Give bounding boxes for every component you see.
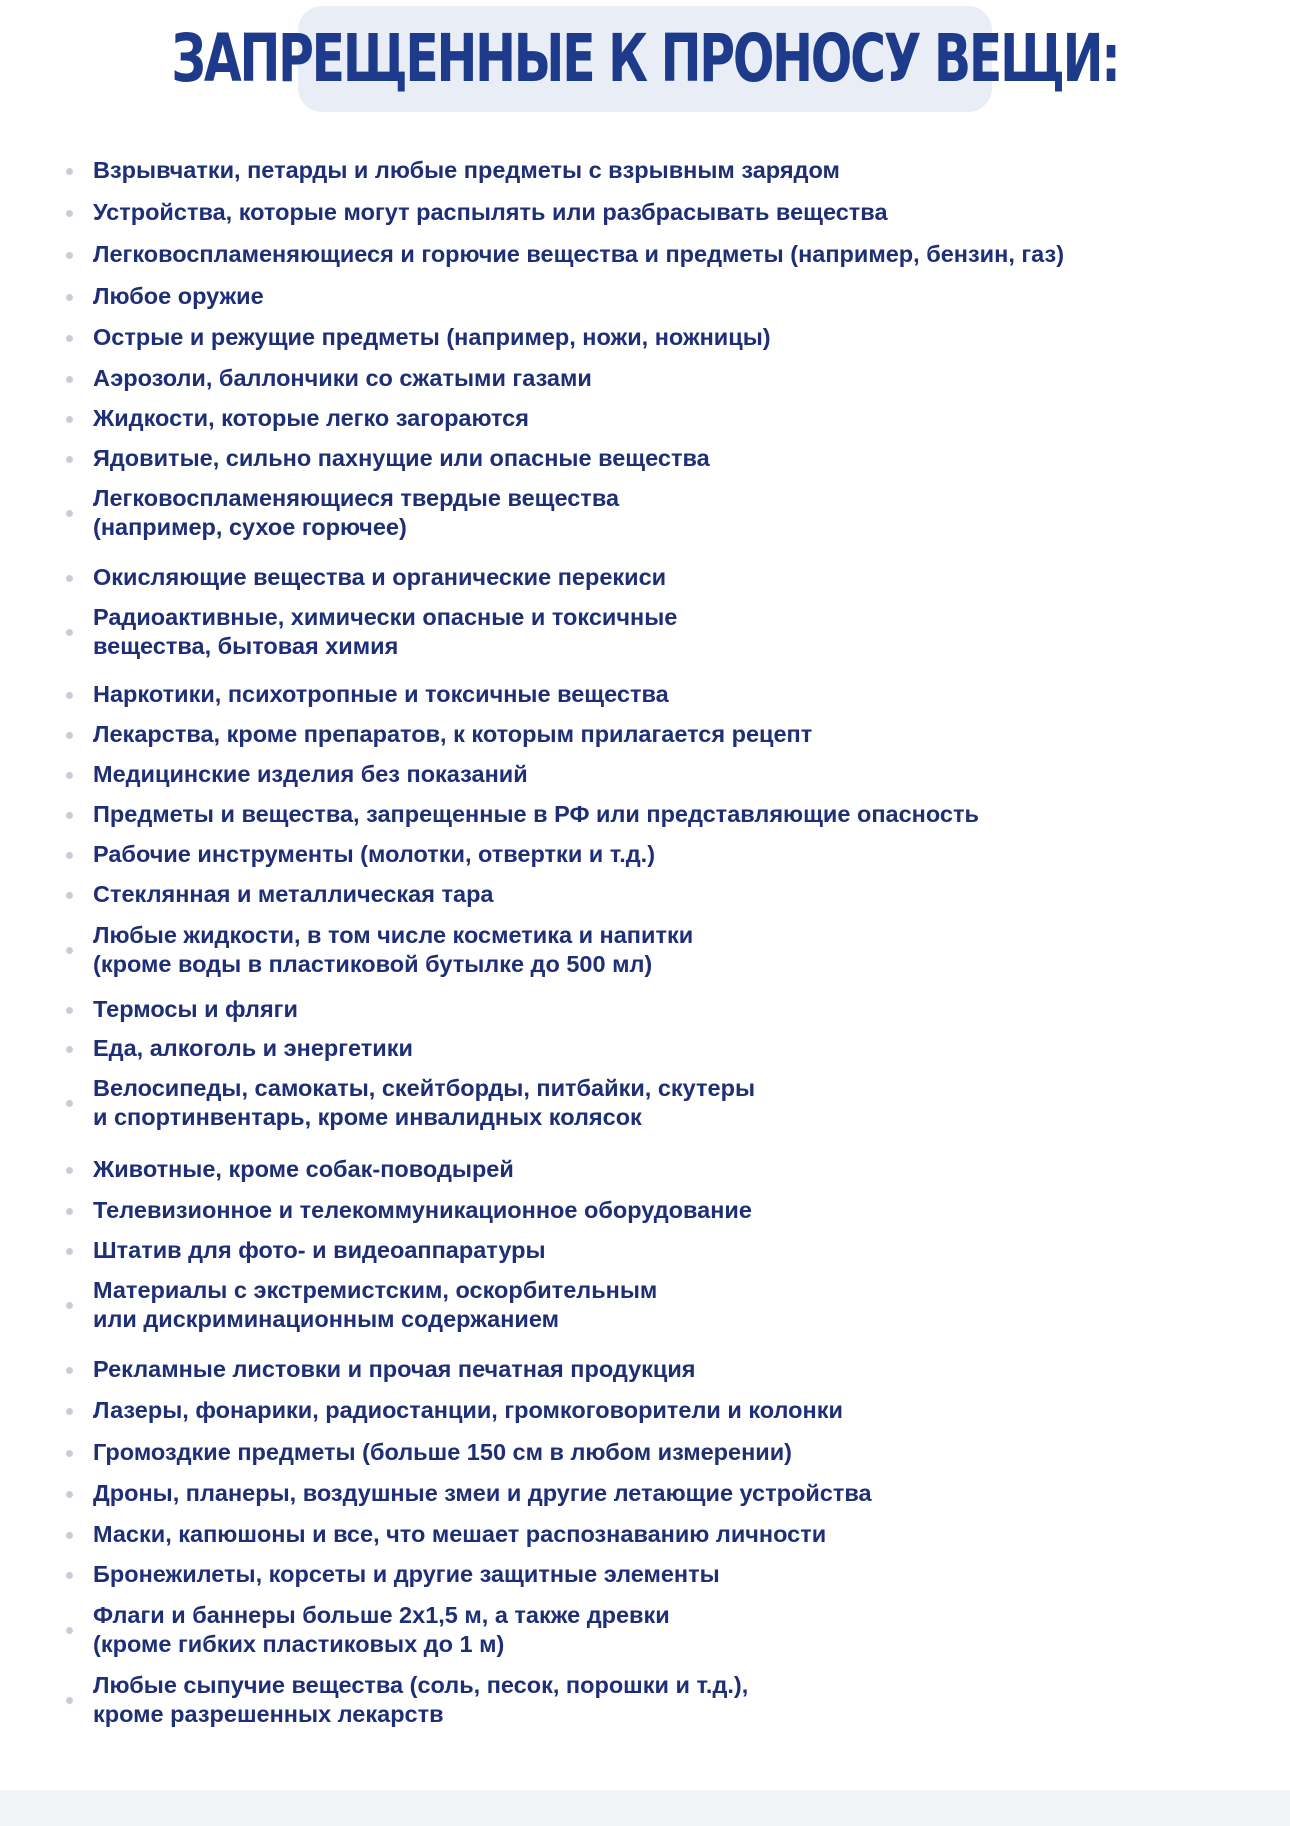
list-item-line: Аэрозоли, баллончики со сжатыми газами: [93, 365, 592, 391]
list-item-text: [93, 563, 1193, 592]
bullet-icon: [66, 1491, 73, 1498]
list-item-line: Стеклянная и металлическая тара: [93, 881, 494, 907]
list-item-text: [93, 995, 1193, 1024]
list-item-text: [93, 1196, 1193, 1225]
list-item-line: Любое оружие: [93, 283, 264, 309]
bullet-icon: [66, 732, 73, 739]
list-item-line: (кроме воды в пластиковой бутылке до 500 мл): [93, 951, 653, 977]
list-item-line: Громоздкие предметы (больше 150 см в любом измерении): [93, 1439, 792, 1465]
bullet-icon: [66, 1302, 73, 1309]
list-item-line: кроме разрешенных лекарств: [93, 1701, 444, 1727]
list-item-line: Телевизионное и телекоммуникационное оборудование: [93, 1197, 752, 1223]
bullet-icon: [66, 1450, 73, 1457]
bullet-icon: [66, 210, 73, 217]
list-item-line: Любые сыпучие вещества (соль, песок, порошки и т.д.),: [93, 1672, 749, 1698]
list-item-line: Велосипеды, самокаты, скейтборды, питбайки, скутеры: [93, 1075, 756, 1101]
page-title: ЗАПРЕЩЕННЫЕ К ПРОНОСУ ВЕЩИ:: [171, 20, 1119, 97]
bullet-icon: [66, 1697, 73, 1704]
bullet-icon: [66, 510, 73, 517]
list-item-text: [93, 444, 1193, 473]
list-item-text: [93, 1671, 1193, 1729]
list-item-line: Взрывчатки, петарды и любые предметы с взрывным зарядом: [93, 157, 840, 183]
bullet-icon: [66, 1007, 73, 1014]
list-item-text: [93, 1479, 1193, 1508]
list-item-text: [93, 1034, 1193, 1063]
bullet-icon: [66, 376, 73, 383]
bullet-icon: [66, 629, 73, 636]
list-item-line: Устройства, которые могут распылять или разбрасывать вещества: [93, 199, 888, 225]
list-item-line: Медицинские изделия без показаний: [93, 761, 528, 787]
bullet-icon: [66, 1367, 73, 1374]
list-item-text: [93, 760, 1193, 789]
list-item-line: Бронежилеты, корсеты и другие защитные элементы: [93, 1561, 720, 1587]
list-item-text: [93, 404, 1193, 433]
bullet-icon: [66, 1572, 73, 1579]
list-item-line: или дискриминационным содержанием: [93, 1306, 560, 1332]
list-item-line: Любые жидкости, в том числе косметика и напитки: [93, 922, 694, 948]
list-item-line: (например, сухое горючее): [93, 514, 407, 540]
bullet-icon: [66, 692, 73, 699]
list-item-text: [93, 484, 1193, 542]
list-item-text: [93, 364, 1193, 393]
list-item-text: [93, 1601, 1193, 1659]
list-item-line: Предметы и вещества, запрещенные в РФ или представляющие опасность: [93, 801, 979, 827]
bullet-icon: [66, 1167, 73, 1174]
bullet-icon: [66, 294, 73, 301]
list-item-text: [93, 1355, 1193, 1384]
list-item-text: [93, 921, 1193, 979]
list-item-line: Рабочие инструменты (молотки, отвертки и т.д.): [93, 841, 656, 867]
list-item-line: Легковоспламеняющиеся и горючие вещества и предметы (например, бензин, газ): [93, 241, 1065, 267]
list-item-text: [93, 1396, 1193, 1425]
bullet-icon: [66, 335, 73, 342]
list-item-line: Жидкости, которые легко загораются: [93, 405, 529, 431]
list-item-text: [93, 720, 1193, 749]
list-item-line: Флаги и баннеры больше 2х1,5 м, а также древки: [93, 1602, 670, 1628]
bullet-icon: [66, 852, 73, 859]
list-item-line: Острые и режущие предметы (например, ножи, ножницы): [93, 324, 771, 350]
bullet-icon: [66, 1627, 73, 1634]
list-item-text: [93, 1276, 1193, 1334]
list-item-line: Ядовитые, сильно пахнущие или опасные вещества: [93, 445, 710, 471]
list-item-line: Материалы с экстремистским, оскорбительным: [93, 1277, 658, 1303]
list-item-line: Животные, кроме собак-поводырей: [93, 1156, 514, 1182]
list-item-line: Рекламные листовки и прочая печатная продукция: [93, 1356, 696, 1382]
list-item-line: Штатив для фото- и видеоаппаратуры: [93, 1237, 546, 1263]
list-item-line: Дроны, планеры, воздушные змеи и другие летающие устройства: [93, 1480, 872, 1506]
list-item-text: [93, 282, 1193, 311]
list-item-line: Лекарства, кроме препаратов, к которым прилагается рецепт: [93, 721, 813, 747]
list-item-text: [93, 1155, 1193, 1184]
bullet-icon: [66, 1532, 73, 1539]
list-item-text: [93, 840, 1193, 869]
list-item-text: [93, 1438, 1193, 1467]
list-item-text: [93, 680, 1193, 709]
list-item-text: [93, 198, 1193, 227]
list-item-line: Лазеры, фонарики, радиостанции, громкоговорители и колонки: [93, 1397, 843, 1423]
bottom-shade: [0, 1790, 1290, 1826]
bullet-icon: [66, 416, 73, 423]
list-item-line: вещества, бытовая химия: [93, 633, 399, 659]
bullet-icon: [66, 168, 73, 175]
list-item-line: Наркотики, психотропные и токсичные вещества: [93, 681, 669, 707]
list-item-text: [93, 800, 1193, 829]
list-item-line: Маски, капюшоны и все, что мешает распознаванию личности: [93, 1521, 827, 1547]
bullet-icon: [66, 1100, 73, 1107]
bullet-icon: [66, 252, 73, 259]
bullet-icon: [66, 1046, 73, 1053]
list-item-line: Легковоспламеняющиеся твердые вещества: [93, 485, 620, 511]
bullet-icon: [66, 1408, 73, 1415]
list-item-text: [93, 1520, 1193, 1549]
list-item-text: [93, 156, 1193, 185]
list-item-text: [93, 603, 1193, 661]
bullet-icon: [66, 812, 73, 819]
list-item-line: Окисляющие вещества и органические перекиси: [93, 564, 667, 590]
bullet-icon: [66, 892, 73, 899]
list-item-text: [93, 1074, 1193, 1132]
list-item-text: [93, 323, 1193, 352]
list-item-text: [93, 1560, 1193, 1589]
bullet-icon: [66, 947, 73, 954]
list-item-text: [93, 240, 1193, 269]
bullet-icon: [66, 1208, 73, 1215]
bullet-icon: [66, 772, 73, 779]
list-item-text: [93, 1236, 1193, 1265]
list-item-line: (кроме гибких пластиковых до 1 м): [93, 1631, 505, 1657]
list-item-line: Радиоактивные, химически опасные и токсичные: [93, 604, 678, 630]
list-item-line: и спортинвентарь, кроме инвалидных колясок: [93, 1104, 642, 1130]
bullet-icon: [66, 1248, 73, 1255]
list-item-text: [93, 880, 1193, 909]
list-item-line: Еда, алкоголь и энергетики: [93, 1035, 413, 1061]
bullet-icon: [66, 575, 73, 582]
bullet-icon: [66, 456, 73, 463]
list-item-line: Термосы и фляги: [93, 996, 298, 1022]
